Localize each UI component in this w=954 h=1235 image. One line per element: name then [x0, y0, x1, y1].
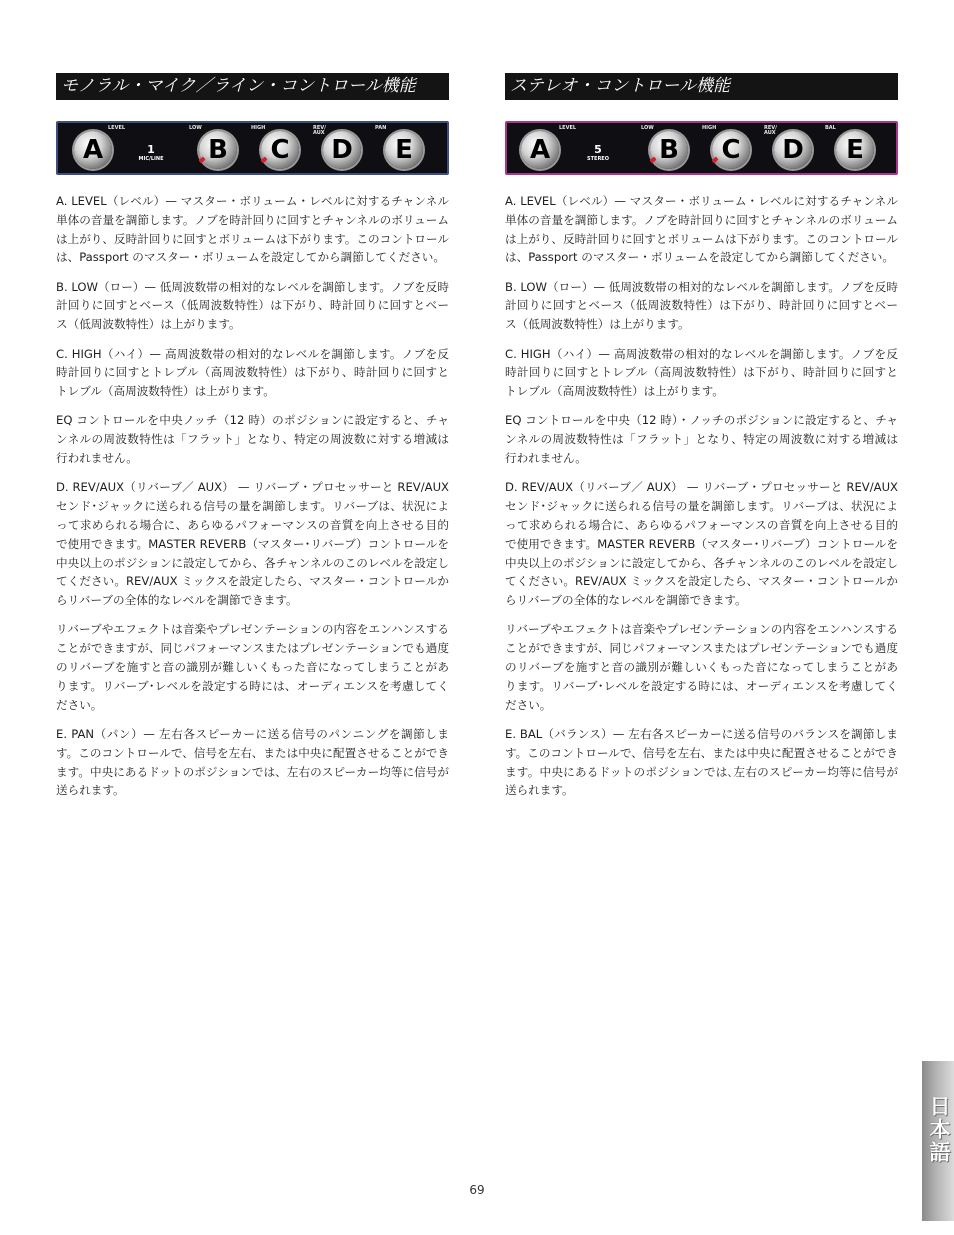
- stereo-heading: ステレオ・コントロール機能: [505, 73, 898, 100]
- mono-paragraph-high: C. HIGH（ハイ）— 高周波数帯の相対的なレベルを調節します。ノブを反時計回りに回すとトレブル（高周波数特性）は下がり、時計回りに回すとトレブル（高周波数特性）は上がります。: [56, 346, 449, 399]
- knob-letter: A: [529, 135, 551, 165]
- stereo-body: [505, 192, 898, 800]
- high-knob[interactable]: [712, 131, 750, 169]
- stereo-paragraph-eq: EQ コントロールを中央（12 時）・ノッチのポジションに設定すると、チャンネルの周波数特性は「フラット」となり、特定の周波数に対する増減は行われません。: [505, 413, 898, 466]
- knob-letter: B: [659, 135, 679, 165]
- knob-letter: D: [782, 135, 804, 165]
- knob-letter: C: [721, 135, 741, 165]
- language-tab-label: 日本語: [927, 1095, 951, 1164]
- stereo-channel-strip: [505, 121, 898, 175]
- strip-label-level: LEVEL: [559, 125, 577, 131]
- strip-label-high: HIGH: [251, 125, 266, 131]
- mono-paragraph-level: A. LEVEL（レベル）— マスター・ボリューム・レベルに対するチャンネル単体の音量を調節します。ノブを時計回りに回すとチャンネルのボリュームは上がり、反時計回りに回すとボリュームは下がります。このコントロールは、Passport のマスター・ボリュームを設定してから調節してください。: [56, 194, 449, 265]
- mono-heading: モノラル・マイク／ライン・コントロール機能: [56, 73, 449, 100]
- knob-letter: A: [82, 135, 104, 165]
- mono-body: [56, 192, 449, 800]
- stereo-paragraph-bal: E. BAL（バランス）— 左右各スピーカーに送る信号のバランスを調節します。このコントロールで、信号を左右、または中央に配置させることができます。中央にあるドットのポジションでは､左右のスピーカー均等に信号が送られます。: [505, 726, 898, 798]
- knob-letter: E: [395, 135, 413, 165]
- knob-letter: C: [270, 135, 290, 165]
- stereo-section: [505, 73, 898, 800]
- mono-paragraph-rev-aux: D. REV/AUX（リバーブ／ AUX） — リバーブ・プロセッサーと REV/AUX センド･ジャックに送られる信号の量を調節します。リバーブは、状況によって求められる場合に、あらゆるパフォーマンスの音質を向上させる目的で使用できます。MASTER REVERB（マスター･リバーブ）コントロールを中央以上のポジションに設定してから、各チャンネルのこのレベルを設定してください。REV/AUX ミックスを設定したら、マスター・コントロールからリバーブの全体的なレベルを調節できます。: [56, 480, 449, 608]
- mono-paragraph-pan: E. PAN（パン）— 左右各スピーカーに送る信号のパンニングを調節します。このコントロールで、信号を左右、または中央に配置させることができます。中央にあるドットのポジションでは、左右のスピーカー均等に信号が送られます。: [56, 726, 449, 798]
- mono-channel-strip: [56, 121, 449, 175]
- stereo-paragraph-level: A. LEVEL（レベル）— マスター・ボリューム・レベルに対するチャンネル単体の音量を調節します。ノブを時計回りに回すとチャンネルのボリュームは上がり、反時計回りに回すとボリュームは下がります。このコントロールは、Passport のマスター・ボリュームを設定してから調節してください。: [505, 194, 898, 265]
- strip-label-level: LEVEL: [108, 125, 126, 131]
- channel-type: MIC/LINE: [138, 156, 164, 162]
- stereo-paragraph-reverb-note: リバーブやエフェクトは音楽やプレゼンテーションの内容をエンハンスすることができますが、同じパフォーマンスまたはプレゼンテーションでも過度のリバーブを施すと音の識別が難しいくもった音になってしまうことがあります。リバーブ･レベルを設定する時には、オーディエンスを考慮してください。: [505, 622, 898, 712]
- language-tab: [922, 1061, 954, 1221]
- rev-aux-knob[interactable]: [774, 131, 812, 169]
- low-knob[interactable]: [650, 131, 688, 169]
- knob-letter: E: [846, 135, 864, 165]
- page-number: 69: [469, 1183, 485, 1197]
- mono-paragraph-eq: EQ コントロールを中央ノッチ（12 時）のポジションに設定すると、チャンネルの周波数特性は「フラット」となり、特定の周波数に対する増減は行われません。: [56, 413, 449, 466]
- rev-aux-knob[interactable]: [323, 131, 361, 169]
- mono-section: [56, 73, 449, 800]
- strip-label-high: HIGH: [702, 125, 717, 131]
- pan-knob[interactable]: [385, 131, 423, 169]
- strip-label-rev-aux: REV/ AUX: [313, 125, 326, 136]
- level-knob[interactable]: [74, 131, 112, 169]
- mono-paragraph-low: B. LOW（ロー）— 低周波数帯の相対的なレベルを調節します。ノブを反時計回りに回すとベース（低周波数特性）は下がり、時計回りに回すとベース（低周波数特性）は上がります。: [56, 279, 449, 332]
- channel-type: STEREO: [587, 156, 609, 162]
- stereo-paragraph-low: B. LOW（ロー）— 低周波数帯の相対的なレベルを調節します。ノブを反時計回りに回すとベース（低周波数特性）は下がり、時計回りに回すとベース（低周波数特性）は上がります。: [505, 279, 898, 332]
- knob-letter: D: [331, 135, 353, 165]
- low-knob[interactable]: [199, 131, 237, 169]
- strip-label-pan: PAN: [375, 125, 387, 131]
- mono-paragraph-reverb-note: リバーブやエフェクトは音楽やプレゼンテーションの内容をエンハンスすることができますが、同じパフォーマンスまたはプレゼンテーションでも過度のリバーブを施すと音の識別が難しいくもった音になってしまうことがあります。リバーブ･レベルを設定する時には、オーディエンスを考慮してください。: [56, 622, 449, 712]
- channel-number: 5: [594, 143, 602, 156]
- strip-label-low: LOW: [189, 125, 202, 131]
- strip-label-bal: BAL: [825, 125, 836, 131]
- high-knob[interactable]: [261, 131, 299, 169]
- level-knob[interactable]: [521, 131, 559, 169]
- strip-label-rev-aux: REV/ AUX: [764, 125, 777, 136]
- stereo-paragraph-high: C. HIGH（ハイ）— 高周波数帯の相対的なレベルを調節します。ノブを反時計回りに回すとトレブル（高周波数特性）は下がり、時計回りに回すとトレブル（高周波数特性）は上がります。: [505, 346, 898, 399]
- channel-number: 1: [147, 143, 155, 156]
- strip-label-low: LOW: [641, 125, 654, 131]
- stereo-paragraph-rev-aux: D. REV/AUX（リバーブ／ AUX） — リバーブ・プロセッサーと REV/AUX センド･ジャックに送られる信号の量を調節します。リバーブは、状況によって求められる場合に、あらゆるパフォーマンスの音質を向上させる目的で使用できます。MASTER REVERB（マスター･リバーブ）コントロールを中央以上のポジションに設定してから、各チャンネルのこのレベルを設定してください。REV/AUX ミックスを設定したら、マスター・コントロールからリバーブの全体的なレベルを調節できます。: [505, 480, 898, 608]
- knob-letter: B: [208, 135, 228, 165]
- bal-knob[interactable]: [836, 131, 874, 169]
